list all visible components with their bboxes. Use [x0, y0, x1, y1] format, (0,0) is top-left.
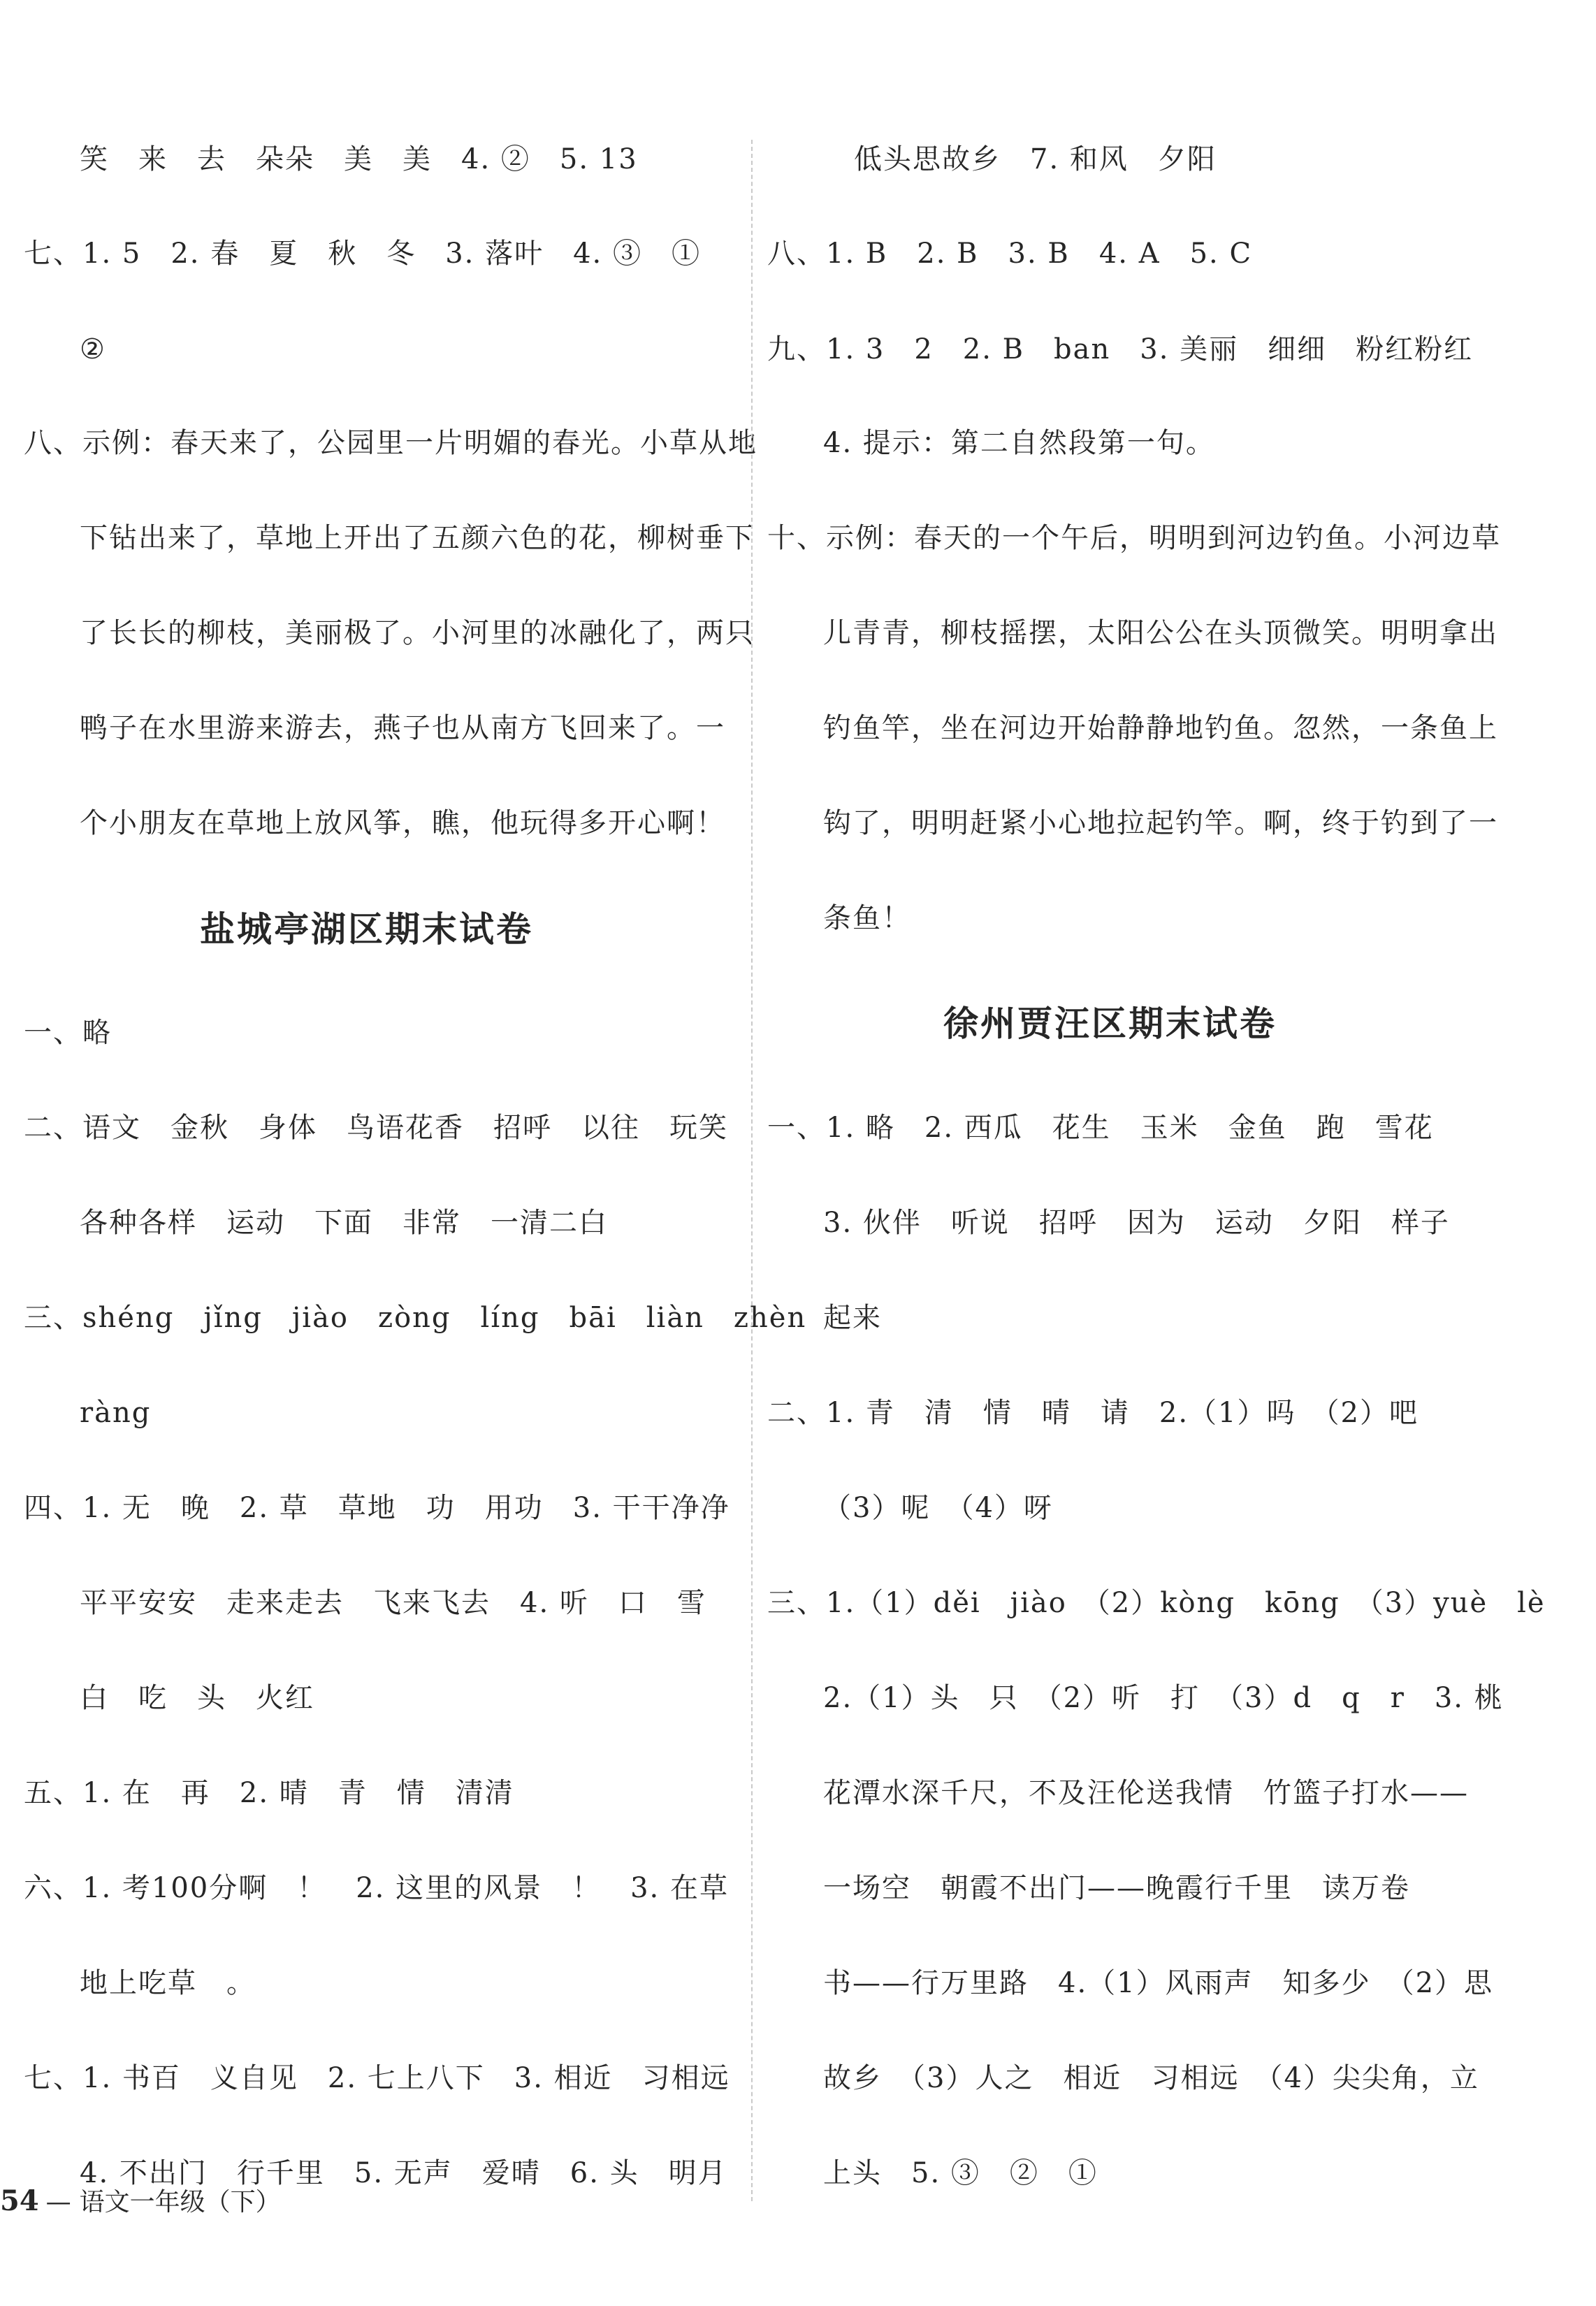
answer-line: 书——行万里路 4.（1）风雨声 知多少 （2）思	[823, 1967, 1494, 1999]
answer-line: 平平安安 走来走去 飞来飞去 4. 听 口 雪	[80, 1587, 706, 1619]
answer-line: 八、1. B 2. B 3. B 4. A 5. C	[767, 238, 1253, 270]
answer-line: 3. 伙伴 听说 招呼 因为 运动 夕阳 样子	[823, 1207, 1450, 1239]
answer-line: 4. 不出门 行千里 5. 无声 爱晴 6. 头 明月	[80, 2157, 727, 2189]
answer-line: 地上吃草 。	[80, 1967, 256, 1999]
page-number: 54	[0, 2184, 39, 2217]
answer-line: 4. 提示：第二自然段第一句。	[823, 427, 1215, 459]
answer-line: 二、语文 金秋 身体 鸟语花香 招呼 以往 玩笑	[24, 1112, 728, 1144]
page-footer	[0, 2184, 281, 2220]
column-divider	[751, 140, 753, 2201]
answer-line: 一、1. 略 2. 西瓜 花生 玉米 金鱼 跑 雪花	[767, 1112, 1434, 1144]
answer-line: 九、1. 3 2 2. B ban 3. 美丽 细细 粉红粉红	[767, 333, 1474, 365]
footer-dash: —	[45, 2188, 71, 2217]
answer-line: 三、1.（1）děi jiào （2）kòng kōng （3）yuè lè	[767, 1587, 1546, 1619]
answer-line: 十、示例：春天的一个午后，明明到河边钓鱼。小河边草	[767, 522, 1501, 554]
answer-line: 二、1. 青 清 情 晴 请 2.（1）吗 （2）吧	[767, 1397, 1419, 1429]
answer-line: 低头思故乡 7. 和风 夕阳	[854, 143, 1217, 175]
answer-line: 三、shéng jǐng jiào zòng líng bāi liàn zhèn	[24, 1302, 807, 1334]
answer-line: （3）呢 （4）呀	[823, 1492, 1053, 1524]
answer-line: 了长长的柳枝，美丽极了。小河里的冰融化了，两只	[80, 617, 755, 649]
answer-line: 笑 来 去 朵朵 美 美 4. ② 5. 13	[80, 143, 638, 175]
answer-line: 条鱼！	[823, 902, 911, 934]
answer-line: 下钻出来了，草地上开出了五颜六色的花，柳树垂下	[80, 522, 755, 554]
answer-line: 五、1. 在 再 2. 晴 青 情 清清	[24, 1777, 514, 1809]
answer-line: 各种各样 运动 下面 非常 一清二白	[80, 1207, 608, 1239]
answer-line: 上头 5. ③ ② ①	[823, 2157, 1098, 2189]
answer-line: 钓鱼竿，坐在河边开始静静地钓鱼。忽然，一条鱼上	[823, 712, 1498, 744]
answer-line: 八、示例：春天来了，公园里一片明媚的春光。小草从地	[24, 427, 757, 459]
section-heading: 徐州贾汪区期末试卷	[943, 1003, 1277, 1044]
answer-line: 白 吃 头 火红	[80, 1682, 314, 1714]
answer-line: ②	[80, 333, 106, 365]
answer-line: 故乡 （3）人之 相近 习相远 （4）尖尖角，立	[823, 2062, 1479, 2094]
answer-line: 七、1. 书百 义自见 2. 七上八下 3. 相近 习相远	[24, 2062, 730, 2094]
answer-line: 一、略	[24, 1017, 112, 1049]
answer-line: 一场空 朝霞不出门——晚霞行千里 读万卷	[823, 1872, 1410, 1904]
answer-line: 起来	[823, 1302, 882, 1334]
answer-line: 钩了，明明赶紧小心地拉起钓竿。啊，终于钓到了一	[823, 807, 1498, 839]
answer-line: 儿青青，柳枝摇摆，太阳公公在头顶微笑。明明拿出	[823, 617, 1498, 649]
footer-subject: 语文一年级（下）	[79, 2188, 281, 2217]
answer-line: 个小朋友在草地上放风筝，瞧，他玩得多开心啊！	[80, 807, 725, 839]
answer-line: 花潭水深千尺，不及汪伦送我情 竹篮子打水——	[823, 1777, 1469, 1809]
answer-line: 2.（1）头 只 （2）听 打 （3）d q r 3. 桃	[823, 1682, 1504, 1714]
answer-line: 六、1. 考100分啊 ！ 2. 这里的风景 ！ 3. 在草	[24, 1872, 729, 1904]
section-heading: 盐城亭湖区期末试卷	[200, 909, 533, 950]
answer-line: ràng	[80, 1397, 152, 1429]
answer-line: 鸭子在水里游来游去，燕子也从南方飞回来了。一	[80, 712, 725, 744]
answer-line: 七、1. 5 2. 春 夏 秋 冬 3. 落叶 4. ③ ①	[24, 238, 701, 270]
answer-line: 四、1. 无 晚 2. 草 草地 功 用功 3. 干干净净	[24, 1492, 730, 1524]
